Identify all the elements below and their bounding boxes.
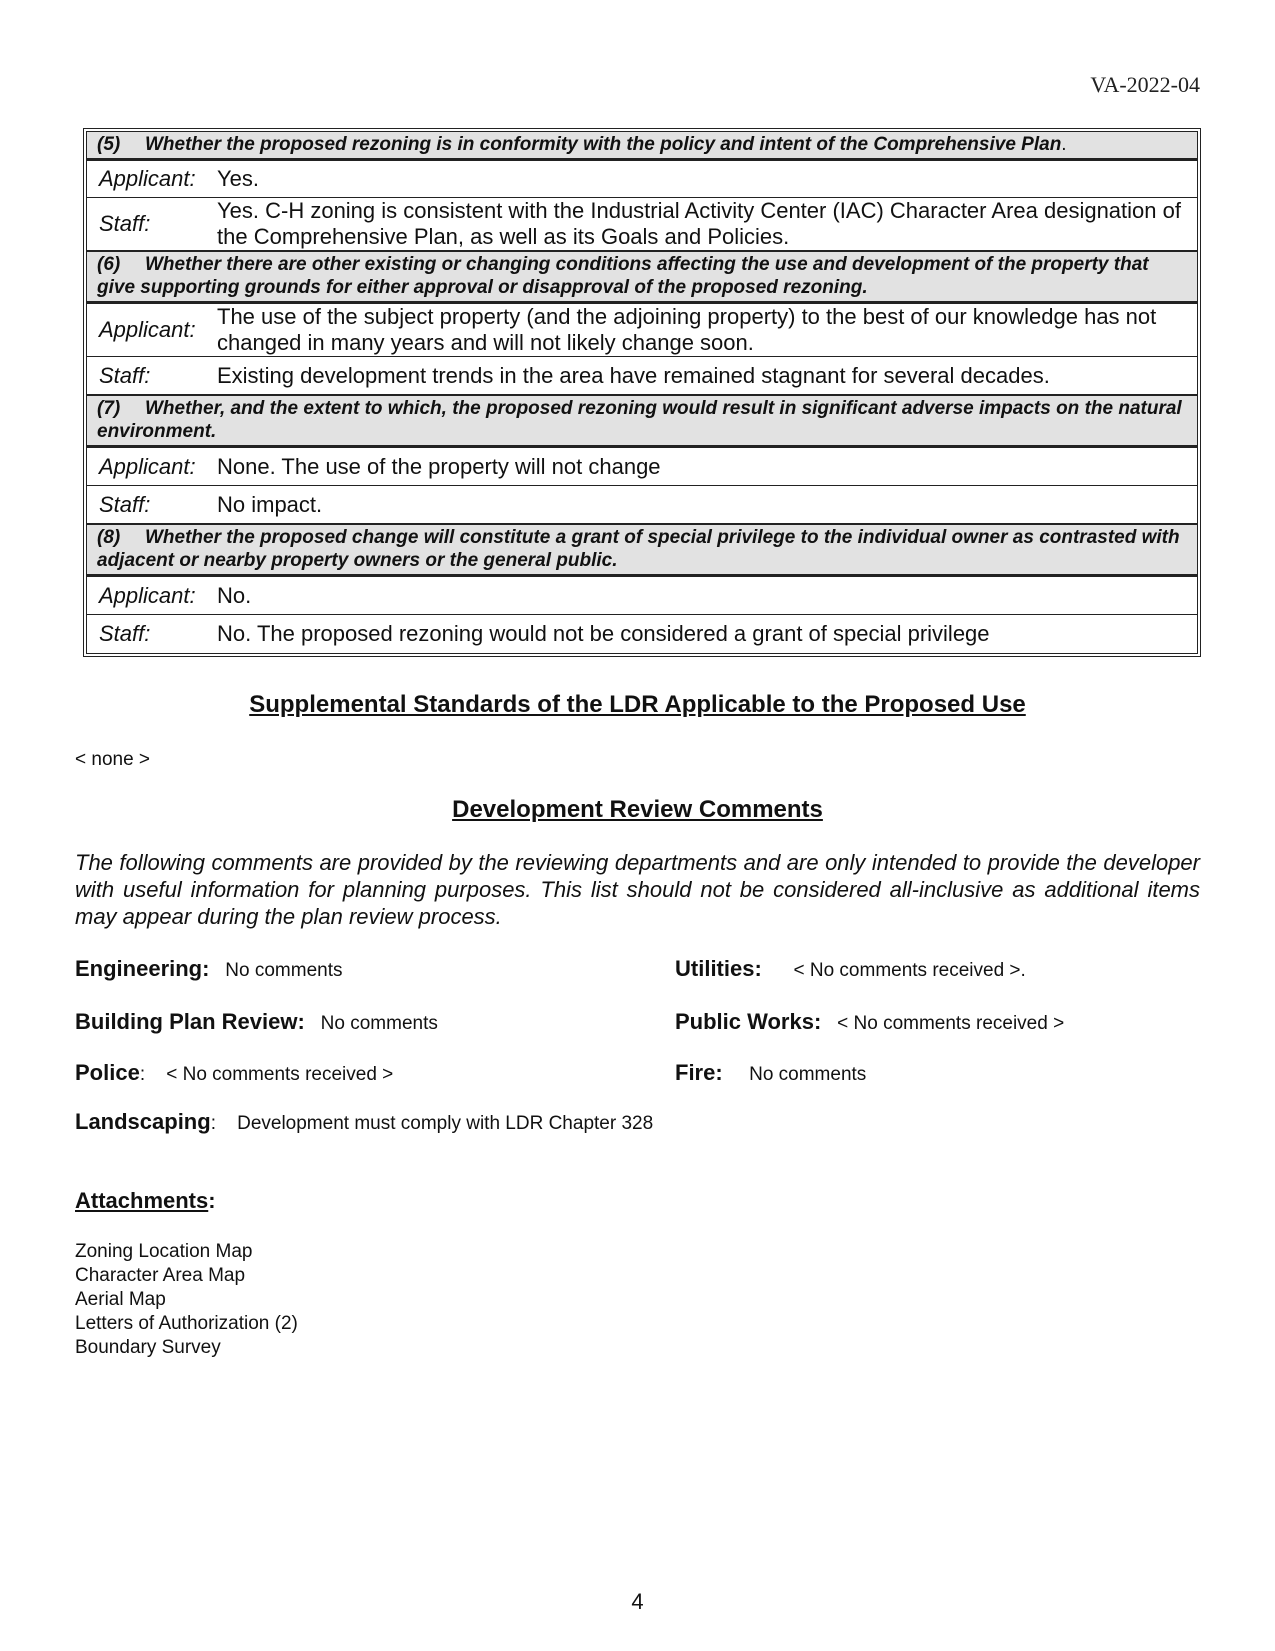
engineering-label: Engineering:	[75, 956, 210, 981]
rezoning-criteria-table	[86, 131, 1198, 654]
criterion-text: Whether there are other existing or changing conditions affecting the use and development of the property that give supporting grounds for either approval or disapproval of the proposed rezoning.	[97, 254, 1149, 298]
applicant-response: None. The use of the property will not change	[217, 448, 1197, 486]
development-review-title: Development Review Comments	[452, 796, 823, 823]
attachment-item: Aerial Map	[75, 1289, 166, 1310]
staff-response: Yes. C-H zoning is consistent with the Industrial Activity Center (IAC) Character Area designation of the Comprehensive Plan, as well as its Goals and Policies.	[217, 198, 1197, 251]
applicant-label: Applicant:	[87, 304, 217, 357]
criterion-text: Whether the proposed change will constitute a grant of special privilege to the individual owner as contrasted with adjacent or nearby property owners or the general public.	[97, 527, 1180, 571]
development-review-intro: The following comments are provided by the reviewing departments and are only intended to provide the developer with useful information for planning purposes. This list should not be considered all-inclusive as additional items may appear during the plan review process.	[75, 850, 1200, 929]
supplemental-standards-title: Supplemental Standards of the LDR Applicable to the Proposed Use	[249, 691, 1026, 718]
staff-label: Staff:	[87, 486, 217, 524]
applicant-response: The use of the subject property (and the adjoining property) to the best of our knowledge has not changed in many years and will not likely change soon.	[217, 304, 1197, 357]
applicant-label: Applicant:	[87, 161, 217, 198]
criterion-number: (8)	[97, 527, 121, 548]
staff-label: Staff:	[99, 621, 151, 646]
staff-response-row	[87, 615, 1197, 653]
document-id: VA-2022-04	[1090, 72, 1200, 97]
building-plan-review-label: Building Plan Review:	[75, 1009, 305, 1034]
attachments-list	[75, 1240, 298, 1360]
building-plan-review-value: No comments	[320, 1013, 438, 1034]
applicant-response-row	[87, 161, 1197, 198]
public-works-value: < No comments received >	[837, 1013, 1065, 1034]
staff-response-row	[87, 486, 1197, 524]
landscaping-comment: Landscaping: Development must comply with LDR Chapter 328	[75, 1109, 654, 1134]
criterion-question	[87, 395, 1197, 448]
staff-label: Staff:	[87, 198, 217, 251]
utilities-value: < No comments received >.	[793, 960, 1026, 981]
attachments-title: Attachments:	[75, 1188, 216, 1213]
page-number: 4	[631, 1589, 644, 1614]
applicant-response-row	[87, 577, 1197, 615]
landscaping-label: Landscaping	[75, 1109, 211, 1134]
criterion-question	[87, 251, 1197, 304]
public-works-label: Public Works:	[675, 1009, 822, 1034]
fire-comment	[675, 1060, 866, 1086]
utilities-comment	[675, 956, 1026, 982]
staff-response: No. The proposed rezoning would not be considered a grant of special privilege	[217, 621, 990, 646]
attachment-item: Letters of Authorization (2)	[75, 1313, 298, 1334]
fire-value: No comments	[749, 1064, 867, 1085]
criterion-text: Whether, and the extent to which, the proposed rezoning would result in significant adverse impacts on the natural environment.	[97, 398, 1182, 442]
engineering-value: No comments	[225, 960, 343, 981]
attachment-item: Zoning Location Map	[75, 1241, 253, 1262]
engineering-comment	[75, 956, 343, 982]
staff-response: Existing development trends in the area have remained stagnant for several decades.	[217, 357, 1197, 395]
public-works-comment	[675, 1009, 1064, 1035]
police-label: Police	[75, 1060, 140, 1085]
applicant-response-row	[87, 304, 1197, 357]
applicant-response: No.	[217, 577, 1197, 615]
criterion-number: (7)	[97, 398, 121, 419]
criterion-text: Whether the proposed rezoning is in conformity with the policy and intent of the Comprehensive Plan	[145, 134, 1062, 155]
applicant-label: Applicant:	[87, 577, 217, 615]
staff-response-row	[87, 198, 1197, 251]
criterion-question	[87, 524, 1197, 577]
landscaping-value: Development must comply with LDR Chapter 328	[237, 1113, 654, 1134]
applicant-label: Applicant:	[87, 448, 217, 486]
criterion-number: (5)	[97, 134, 121, 155]
staff-label: Staff:	[87, 357, 217, 395]
supplemental-standards-value: < none >	[75, 749, 151, 770]
police-comment: Police: < No comments received >	[75, 1060, 394, 1085]
criterion-question: (5) Whether the proposed rezoning is in conformity with the policy and intent of the Comprehensive Plan.	[87, 132, 1197, 161]
building-plan-review-comment	[75, 1009, 438, 1035]
attachment-item: Boundary Survey	[75, 1337, 221, 1358]
fire-label: Fire:	[675, 1060, 723, 1085]
staff-response: No impact.	[217, 486, 1197, 524]
attachment-item: Character Area Map	[75, 1265, 246, 1286]
applicant-response-row	[87, 448, 1197, 486]
utilities-label: Utilities:	[675, 956, 762, 981]
staff-response-row	[87, 357, 1197, 395]
applicant-response: Yes.	[217, 161, 1197, 198]
police-value: < No comments received >	[166, 1064, 394, 1085]
criterion-number: (6)	[97, 254, 121, 275]
